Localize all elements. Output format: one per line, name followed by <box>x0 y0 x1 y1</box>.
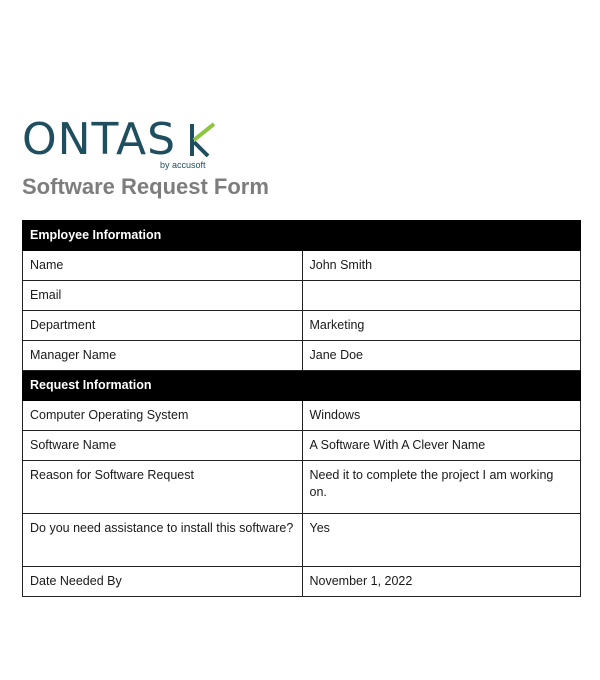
field-label: Manager Name <box>23 341 303 371</box>
page-title: Software Request Form <box>22 174 269 199</box>
logo-byline: by accusoft <box>160 160 206 170</box>
field-label: Email <box>23 281 303 311</box>
field-value: A Software With A Clever Name <box>302 431 581 461</box>
field-label: Computer Operating System <box>23 401 303 431</box>
field-value <box>302 281 581 311</box>
field-value: Yes <box>302 514 581 567</box>
table-row <box>23 281 581 311</box>
logo-k-mark-icon <box>188 122 222 158</box>
field-value: Marketing <box>302 311 581 341</box>
section-heading: Employee Information <box>23 221 303 251</box>
field-label: Date Needed By <box>23 567 303 597</box>
request-form-table <box>22 220 581 597</box>
table-row <box>23 251 581 281</box>
field-value: Windows <box>302 401 581 431</box>
section-heading-blank <box>302 371 581 401</box>
field-label: Do you need assistance to install this software? <box>23 514 303 567</box>
field-value: Jane Doe <box>302 341 581 371</box>
table-row <box>23 461 581 514</box>
field-value: November 1, 2022 <box>302 567 581 597</box>
table-row <box>23 567 581 597</box>
field-label: Name <box>23 251 303 281</box>
section-header-employee <box>23 221 581 251</box>
section-heading-blank <box>302 221 581 251</box>
table-row <box>23 311 581 341</box>
field-label: Department <box>23 311 303 341</box>
field-value: John Smith <box>302 251 581 281</box>
logo-wordmark: ONTAS <box>22 114 177 165</box>
field-label: Software Name <box>23 431 303 461</box>
field-value: Need it to complete the project I am working on. <box>302 461 581 514</box>
table-row <box>23 431 581 461</box>
section-heading: Request Information <box>23 371 303 401</box>
table-row <box>23 401 581 431</box>
table-row <box>23 514 581 567</box>
table-row <box>23 341 581 371</box>
field-label: Reason for Software Request <box>23 461 303 514</box>
section-header-request <box>23 371 581 401</box>
ontask-logo <box>22 116 222 174</box>
